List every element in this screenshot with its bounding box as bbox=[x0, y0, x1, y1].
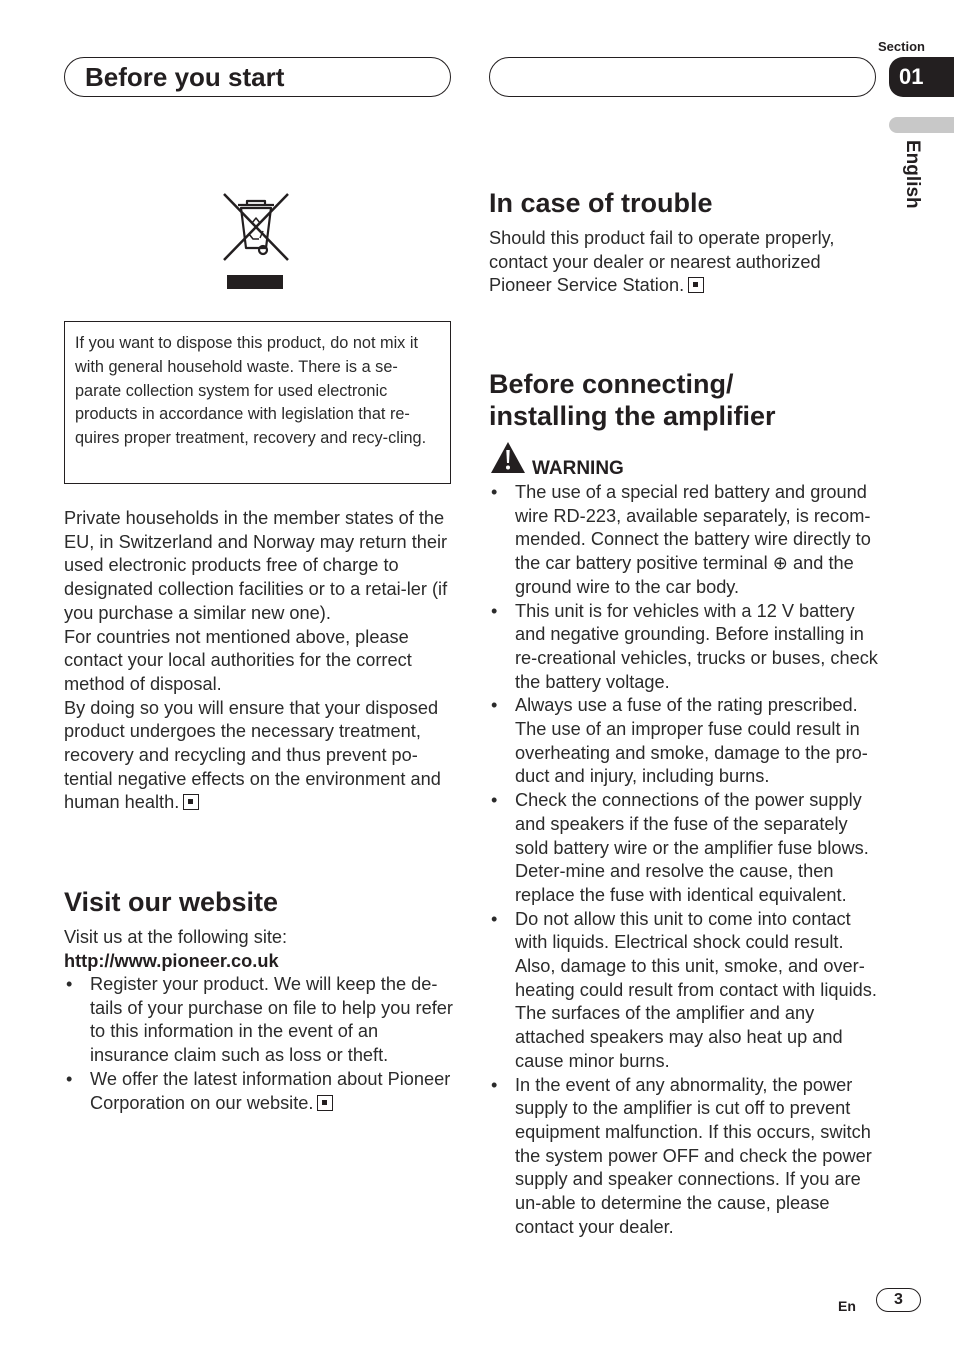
page-number: 3 bbox=[876, 1288, 921, 1312]
language-tab bbox=[900, 140, 924, 220]
header-title-frame bbox=[64, 57, 451, 97]
warning-bullet-list bbox=[489, 481, 881, 1240]
trouble-text: Should this product fail to operate properly, contact your dealer or nearest authorized Pioneer Service Station. bbox=[489, 228, 835, 296]
list-item: • This unit is for vehicles with a 12 V battery and negative grounding. Before installing in re-creational vehicles, trucks or buses, check the battery voltage. bbox=[489, 600, 881, 695]
header-title: Before you start bbox=[85, 62, 285, 92]
warning-triangle-icon bbox=[490, 441, 526, 474]
website-bullet-list bbox=[64, 973, 454, 1115]
header-blank-frame bbox=[489, 57, 876, 97]
connecting-heading-line-2: installing the amplifier bbox=[489, 401, 776, 431]
language-tab-bar bbox=[889, 117, 954, 133]
connecting-heading bbox=[489, 368, 776, 432]
website-intro: Visit us at the following site: bbox=[64, 927, 288, 947]
list-item-text: We offer the latest information about Pioneer Corporation on our website. bbox=[90, 1068, 451, 1113]
trouble-paragraph bbox=[489, 227, 879, 298]
list-item bbox=[64, 1068, 454, 1115]
language-label: English bbox=[902, 140, 923, 209]
website-url-link[interactable]: http://www.pioneer.co.uk bbox=[64, 950, 279, 971]
list-item: • Check the connections of the power supply and speakers if the fuse of the separately sold battery wire or the amplifier fuse blows. Deter-mine and resolve the cause, then replace the fuse with identical equivalent. bbox=[489, 789, 881, 908]
list-item: • Register your product. We will keep the de-tails of your purchase on file to help you refer to this information in the event of an insurance claim such as loss or theft. bbox=[64, 973, 454, 1068]
disposal-paragraph-3 bbox=[64, 697, 454, 816]
list-item: • Do not allow this unit to come into contact with liquids. Electrical shock could result. Also, damage to this unit, smoke, and over-heating could result from contact with liquids. The surfaces of the amplifier and any attached speakers may also heat up and cause minor burns. bbox=[489, 908, 881, 1074]
list-item: • Always use a fuse of the rating prescribed. The use of an improper fuse could result in overheating and smoke, damage to the pro-duct and injury, including burns. bbox=[489, 694, 881, 789]
trouble-heading: In case of trouble bbox=[489, 188, 713, 218]
section-label: Section bbox=[878, 39, 925, 54]
list-item: • The use of a special red battery and ground wire RD-223, available separately, is recom-mended. Connect the battery wire directly to the car battery positive terminal ⊕ and the ground wire to the car body. bbox=[489, 481, 881, 600]
warning-label: WARNING bbox=[532, 458, 624, 479]
disposal-paragraph-1: Private households in the member states of the EU, in Switzerland and Norway may return their used electronic products free of charge to designated collection facilities or to a retai-ler (if you purchase a similar new one). bbox=[64, 508, 448, 623]
footer-language-code: En bbox=[838, 1298, 856, 1314]
connecting-heading-line-1: Before connecting/ bbox=[489, 369, 734, 399]
end-of-section-icon bbox=[317, 1095, 333, 1111]
disposal-paragraph-3-text: By doing so you will ensure that your disposed product undergoes the necessary treatment, recovery and recycling and thus prevent po-tential negative effects on the environment and human health. bbox=[64, 697, 441, 813]
disposal-paragraph-2: For countries not mentioned above, please contact your local authorities for the correct method of disposal. bbox=[64, 626, 412, 694]
disposal-notice-box bbox=[64, 321, 451, 484]
website-heading: Visit our website bbox=[64, 887, 279, 917]
end-of-section-icon bbox=[183, 794, 199, 810]
weee-crossed-bin-icon bbox=[222, 192, 290, 262]
disposal-paragraphs bbox=[64, 507, 454, 815]
website-intro-block bbox=[64, 926, 454, 973]
disposal-notice-text: If you want to dispose this product, do not mix it with general household waste. There is a se-parate collection system for used electronic products in accordance with legislation that re-quires proper treatment, recovery and recy-cling. bbox=[75, 334, 427, 448]
section-number-tab: 01 bbox=[889, 57, 954, 97]
weee-bar bbox=[227, 275, 283, 289]
list-item: • In the event of any abnormality, the power supply to the amplifier is cut off to prevent equipment malfunction. If this occurs, switch the system power OFF and check the power supply and speaker connections. If you are un-able to determine the cause, please contact your dealer. bbox=[489, 1074, 881, 1240]
end-of-section-icon bbox=[688, 277, 704, 293]
